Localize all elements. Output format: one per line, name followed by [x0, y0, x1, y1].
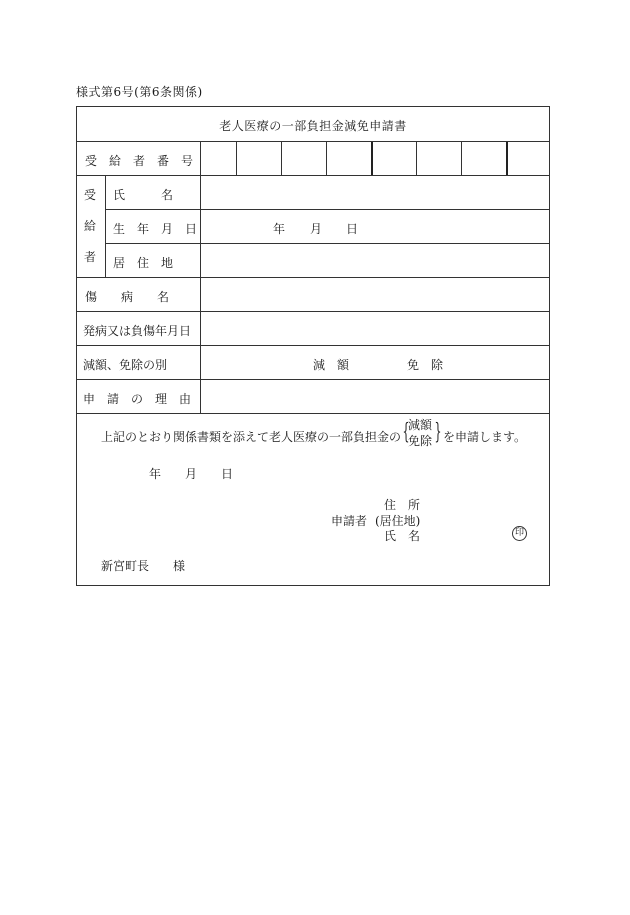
recipient-number-row	[77, 142, 549, 176]
recipient-group-char-2: 給	[84, 219, 97, 233]
statement-text: 上記のとおり関係書類を添えて老人医療の一部負担金の	[101, 430, 402, 444]
onset-date-row	[77, 312, 549, 346]
birth-year-unit: 年	[273, 222, 286, 236]
divider	[236, 142, 237, 175]
statement-option-reduce: 減額	[408, 418, 433, 432]
recipient-number-label: 受 給 者 番 号	[85, 154, 194, 168]
injury-name-row	[77, 278, 549, 312]
name-row	[105, 176, 549, 210]
reduce-option: 減 額	[313, 358, 350, 372]
addressee: 新宮町長 様	[101, 559, 186, 573]
divider	[416, 142, 417, 175]
applicant-name-label: 氏 名	[384, 529, 421, 543]
form-number: 様式第6号(第6条関係)	[76, 85, 203, 99]
reduction-type-label: 減額、免除の別	[83, 358, 168, 372]
birthdate-row	[105, 210, 549, 244]
recipient-group-char-3: 者	[84, 250, 97, 264]
name-label: 氏 名	[113, 188, 174, 202]
statement-option-exempt: 免除	[408, 434, 433, 448]
divider	[371, 142, 373, 175]
date-year-unit: 年	[149, 467, 162, 481]
title-row	[77, 107, 549, 142]
exempt-option: 免 除	[407, 358, 444, 372]
birth-month-unit: 月	[310, 222, 323, 236]
birthdate-label: 生 年 月 日	[113, 222, 198, 236]
divider	[281, 142, 282, 175]
form-title: 老人医療の一部負担金減免申請書	[219, 119, 407, 133]
reason-label: 申 請 の 理 由	[83, 392, 192, 406]
residence-row	[77, 244, 549, 278]
left-brace: {	[402, 420, 410, 445]
statement-options	[408, 417, 432, 449]
injury-name-label: 傷 病 名	[85, 290, 170, 304]
right-brace: }	[434, 420, 442, 445]
birth-day-unit: 日	[346, 222, 359, 236]
label-column-divider	[200, 176, 201, 414]
seal-mark: 印	[512, 526, 527, 541]
statement-suffix: を申請します。	[443, 430, 527, 444]
reduction-type-row	[77, 346, 549, 380]
onset-date-label: 発病又は負傷年月日	[83, 324, 192, 338]
applicant-residence-label: (居住地)	[375, 514, 421, 528]
divider	[200, 142, 201, 175]
applicant-label: 申請者	[331, 514, 368, 528]
divider	[461, 142, 462, 175]
recipient-group-char-1: 受	[84, 188, 97, 202]
reason-row	[77, 380, 549, 414]
date-month-unit: 月	[185, 467, 198, 481]
divider	[506, 142, 508, 175]
date-day-unit: 日	[221, 467, 234, 481]
applicant-address-label: 住 所	[384, 498, 421, 512]
application-form	[76, 106, 550, 586]
divider	[326, 142, 327, 175]
residence-label: 居 住 地	[113, 256, 174, 270]
